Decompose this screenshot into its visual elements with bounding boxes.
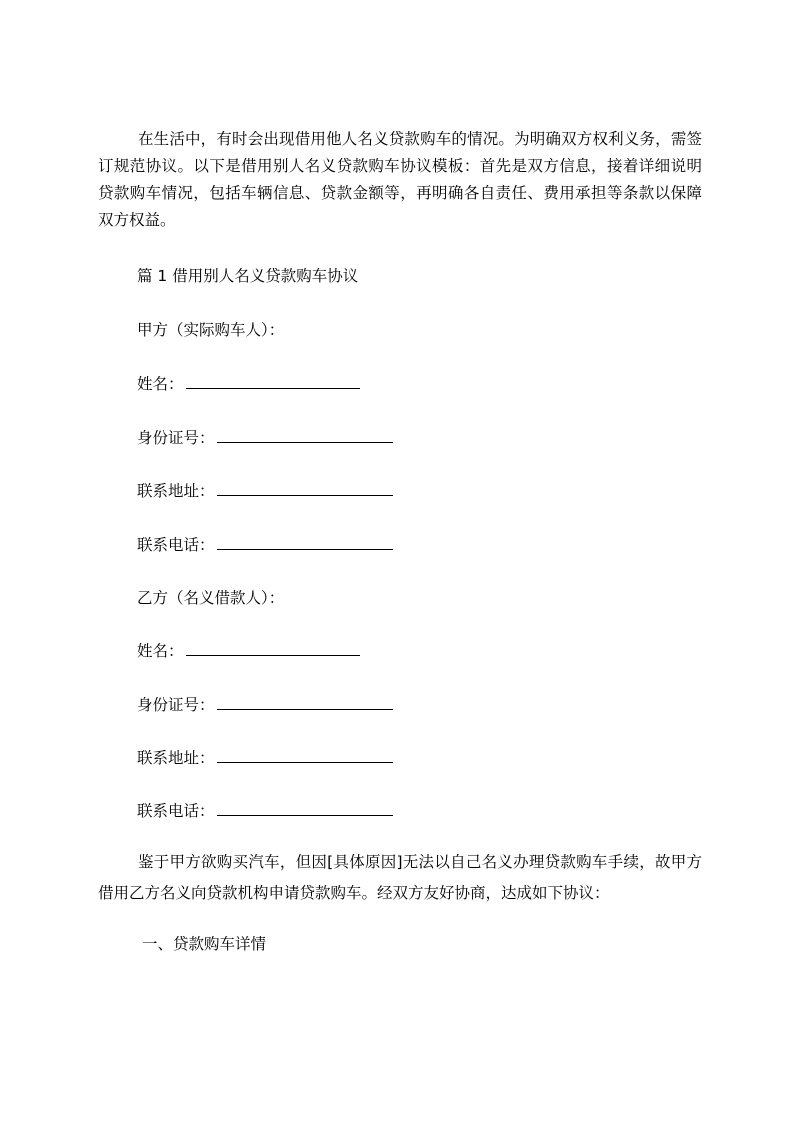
party-a-id-row [137,426,393,448]
party-b-address-label: 联系地址： [137,749,215,767]
party-a-name-blank [186,373,360,389]
party-b-phone-label: 联系电话： [137,802,215,820]
party-b-phone-blank [217,800,393,816]
party-a-phone-row [137,533,393,555]
party-a-id-blank [217,427,393,443]
party-a-address-blank [217,480,393,496]
section-1-title: 一、贷款购车详情 [142,935,267,953]
party-b-heading: 乙方（名义借款人）： [137,589,285,607]
party-a-heading: 甲方（实际购车人）： [137,321,285,339]
party-a-address-label: 联系地址： [137,482,215,500]
party-a-phone-label: 联系电话： [137,536,215,554]
intro-paragraph: 在生活中，有时会出现借用他人名义贷款购车的情况。为明确双方权利义务，需签订规范协议。以下是借用别人名义贷款购车协议模板：首先是双方信息，接着详细说明贷款购车情况，包括车辆信息、贷款金额等，再明确各自责任、费用承担等条款以保障双方权益。 [98,130,702,229]
party-a-phone-blank [217,534,393,550]
party-b-name-blank [186,640,360,656]
party-b-phone-row [137,799,393,821]
party-b-name-label: 姓名： [137,642,184,660]
party-a-name-row [137,372,360,394]
party-a-address-row [137,479,393,501]
party-b-name-row [137,639,360,661]
party-b-address-row [137,746,393,768]
party-b-id-blank [217,694,393,710]
article-title: 篇 1 借用别人名义贷款购车协议 [137,267,359,285]
recital-paragraph: 鉴于甲方欲购买汽车，但因[具体原因]无法以自己名义办理贷款购车手续，故甲方借用乙方名义向贷款机构申请贷款购车。经双方友好协商，达成如下协议： [98,853,702,902]
party-b-address-blank [217,747,393,763]
party-b-id-row [137,693,393,715]
party-a-name-label: 姓名： [137,375,184,393]
party-a-id-label: 身份证号： [137,429,215,447]
party-b-id-label: 身份证号： [137,696,215,714]
